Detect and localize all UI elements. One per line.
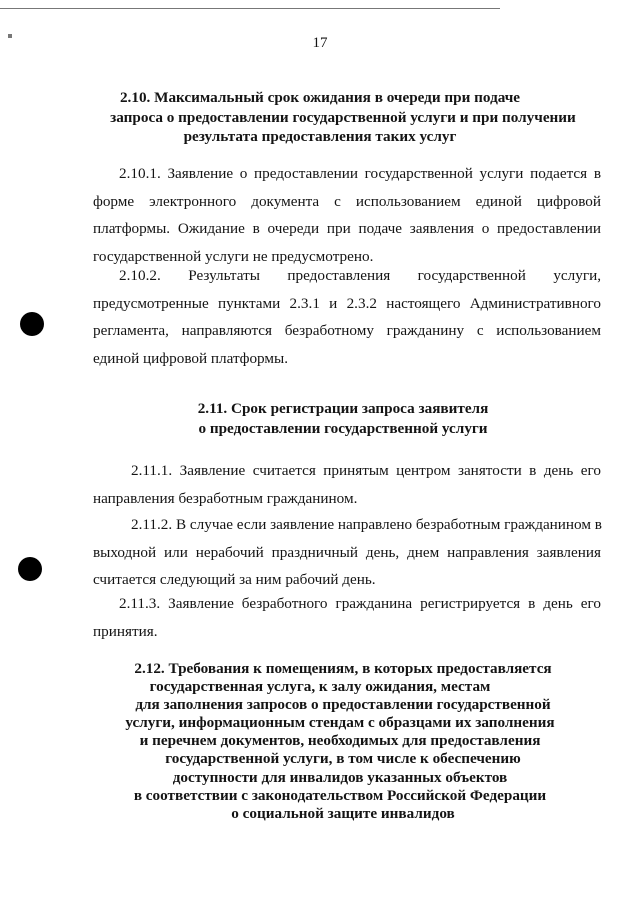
paragraph-line: считается следующий за ним рабочий день. [93, 571, 376, 588]
heading-line: услуги, информационным стендам с образцами их заполнения [125, 714, 555, 732]
section-heading-2-12 [0, 660, 640, 823]
page-number: 17 [312, 35, 328, 51]
heading-line: доступности для инвалидов указанных объектов [172, 768, 508, 786]
paragraph-line: 2.10.1. Заявление о предоставлении государственной услуги подается в [119, 165, 601, 182]
heading-line: государственной услуги, в том числе к обеспечению [165, 750, 521, 768]
punch-hole-lower [18, 557, 42, 581]
paragraph-line: единой цифровой платформы. [93, 349, 289, 367]
paragraph-line: направления безработным гражданином. [93, 489, 358, 507]
heading-line: 2.10. Максимальный срок ожидания в очереди при подаче [119, 89, 521, 106]
paragraph-line: государственной услуги не предусмотрено. [93, 247, 374, 265]
punch-hole-upper [20, 312, 44, 336]
paragraph-line: предусмотренные пунктами 2.3.1 и 2.3.2 настоящего Административного [93, 294, 601, 312]
heading-line: 2.11. Срок регистрации запроса заявителя [197, 400, 489, 417]
heading-line: о предоставлении государственной услуги [198, 419, 488, 437]
scan-edge-line [0, 8, 500, 9]
paragraph-2-10-1 [93, 160, 601, 270]
heading-line: результата предоставления таких услуг [183, 128, 457, 145]
section-heading-2-10 [0, 88, 640, 147]
heading-line: и перечнем документов, необходимых для предоставления [139, 732, 541, 750]
paragraph-line: платформы. Ожидание в очереди при подаче заявления о предоставлении [93, 220, 601, 237]
paragraph-line: форме электронного документа с использованием единой цифровой [93, 192, 601, 210]
paragraph-line: 2.11.3. Заявление безработного гражданина регистрируется в день его [119, 595, 601, 612]
section-heading-2-11 [0, 399, 640, 438]
paragraph-2-11-1 [93, 457, 601, 512]
heading-line: о социальной защите инвалидов [231, 804, 455, 822]
paragraph-line: принятия. [93, 622, 158, 640]
heading-line: запроса о предоставлении государственной услуги и при получении [110, 108, 576, 126]
heading-line: государственная услуга, к залу ожидания, местам [149, 678, 491, 696]
paragraph-2-11-3 [93, 590, 601, 645]
paragraph-line: 2.11.2. В случае если заявление направлено безработным гражданином в [131, 516, 602, 533]
paragraph-line: 2.10.2. Результаты предоставления государственной услуги, [119, 267, 601, 284]
heading-line: в соответствии с законодательством Российской Федерации [133, 786, 547, 804]
paragraph-2-10-2 [93, 262, 601, 372]
heading-line: 2.12. Требования к помещениям, в которых предоставляется [134, 660, 552, 677]
heading-line: для заполнения запросов о предоставлении государственной [135, 696, 551, 714]
paragraph-line: выходной или нерабочий праздничный день, днем направления заявления [93, 543, 601, 561]
paragraph-2-11-2 [93, 511, 601, 594]
paragraph-line: 2.11.1. Заявление считается принятым центром занятости в день его [131, 462, 601, 479]
paragraph-line: регламента, направляются безработному гражданину с использованием [93, 322, 601, 339]
